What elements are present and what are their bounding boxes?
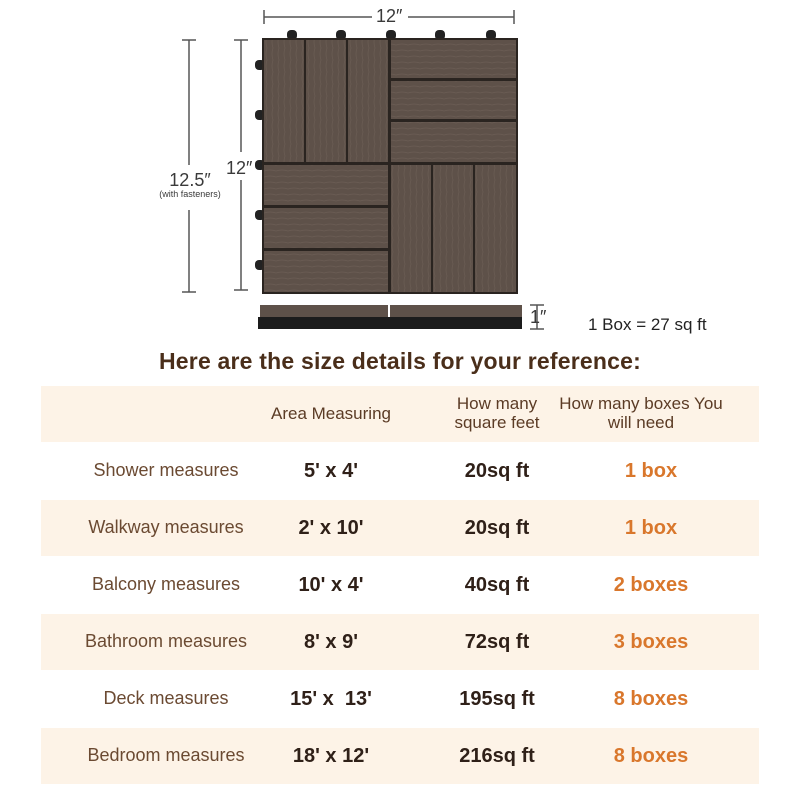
row-sqft: 216sq ft xyxy=(459,745,535,767)
row-sqft: 20sq ft xyxy=(464,460,530,482)
row-boxes: 8 boxes xyxy=(613,688,689,710)
table-row xyxy=(41,557,759,613)
header-cell-boxes: How many boxes You will need xyxy=(559,394,723,432)
page-heading: Here are the size details for your reference: xyxy=(159,348,641,374)
row-name: Deck measures xyxy=(103,688,229,709)
row-name: Balcony measures xyxy=(91,574,241,595)
width-label: 12″ xyxy=(376,6,403,26)
row-sqft: 195sq ft xyxy=(459,688,535,710)
row-area: 8' x 9' xyxy=(304,631,358,653)
tile-diagram xyxy=(0,0,800,345)
outer-height-dimension-line xyxy=(182,40,196,292)
product-illustration xyxy=(0,0,800,345)
row-name: Bedroom measures xyxy=(87,745,245,766)
table-row xyxy=(41,614,759,670)
row-sqft: 40sq ft xyxy=(464,574,530,596)
row-name: Shower measures xyxy=(93,460,239,481)
row-boxes: 3 boxes xyxy=(613,631,689,653)
table-row xyxy=(41,500,759,556)
row-sqft: 72sq ft xyxy=(464,631,530,653)
row-area: 2' x 10' xyxy=(298,517,364,539)
row-name: Walkway measures xyxy=(88,517,244,538)
table-row xyxy=(41,728,759,784)
tile-side-profile xyxy=(258,305,522,329)
row-area: 5' x 4' xyxy=(304,460,358,482)
header-cell-area: Area Measuring xyxy=(270,403,391,423)
header-cell-sqft: How many square feet xyxy=(454,394,540,432)
row-boxes: 8 boxes xyxy=(613,745,689,767)
inner-height-label: 12″ xyxy=(226,158,253,178)
row-boxes: 2 boxes xyxy=(613,574,689,596)
thickness-label: 1″ xyxy=(530,307,547,327)
table-header-row xyxy=(41,386,759,442)
table-row xyxy=(41,443,759,499)
table-row xyxy=(41,671,759,727)
outer-height-note: (with fasteners) xyxy=(159,189,221,199)
row-boxes: 1 box xyxy=(624,460,678,482)
row-name: Bathroom measures xyxy=(84,631,248,652)
row-sqft: 20sq ft xyxy=(464,517,530,539)
outer-height-label: 12.5″ xyxy=(169,170,211,190)
wood-tile xyxy=(262,38,518,294)
row-area: 18' x 12' xyxy=(292,745,370,767)
box-coverage-text: 1 Box = 27 sq ft xyxy=(588,315,707,334)
row-boxes: 1 box xyxy=(624,517,678,539)
row-area: 10' x 4' xyxy=(298,574,364,596)
row-area: 15' x 13' xyxy=(290,688,372,710)
